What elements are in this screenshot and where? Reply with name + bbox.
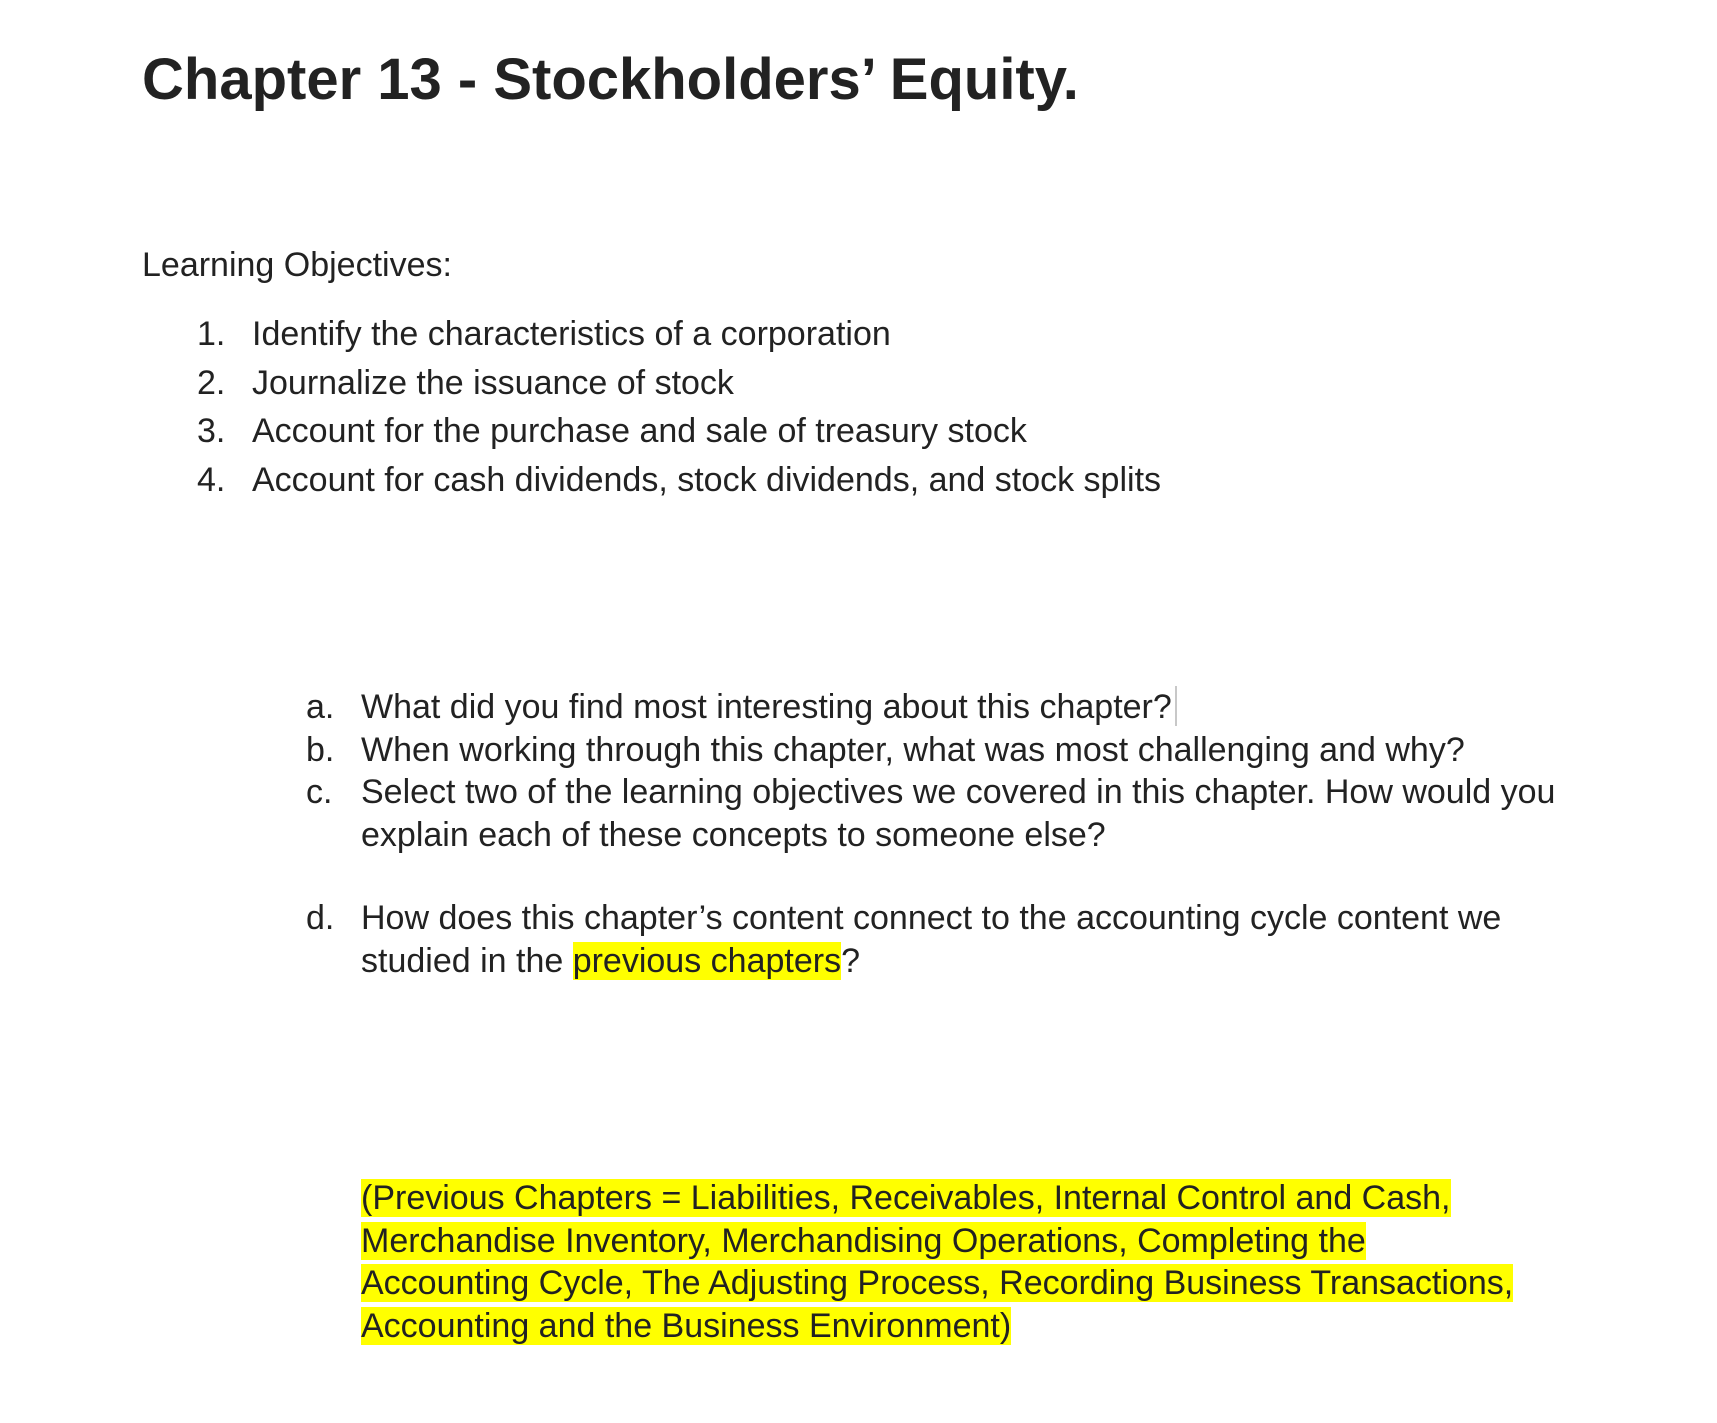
questions-list	[300, 686, 1560, 982]
objective-number: 4.	[197, 460, 226, 499]
question-text: How does this chapter’s content connect to the accounting cycle content we studied in the	[361, 899, 1502, 980]
question-letter: a.	[306, 688, 335, 726]
highlighted-text: (Previous Chapters = Liabilities, Receivables, Internal Control and Cash, Merchandise Inventory, Merchandising Operations, Completing the Accounting Cycle, The Adjusting Process, Recording Business Transactions, Accounting and the Business Environment)	[361, 1179, 1514, 1345]
objective-item	[142, 310, 1161, 359]
question-letter: c.	[306, 773, 333, 811]
objective-number: 3.	[197, 412, 226, 450]
highlighted-text: previous chapters	[572, 941, 842, 980]
objective-item	[142, 407, 1161, 456]
objectives-label: Learning Objectives:	[142, 246, 452, 284]
question-item-a	[300, 686, 1560, 729]
objective-text: Account for cash dividends, stock dividends, and stock splits	[252, 460, 1162, 499]
objective-item	[142, 456, 1161, 505]
text-cursor	[1175, 686, 1177, 726]
objective-number: 1.	[197, 315, 226, 353]
objective-item	[142, 359, 1161, 408]
objective-text: Journalize the issuance of stock	[252, 363, 734, 402]
question-item-d	[300, 897, 1560, 982]
previous-chapters-note	[361, 1177, 1521, 1347]
question-text-end: ?	[841, 941, 860, 980]
objective-text: Identify the characteristics of a corporation	[252, 315, 891, 353]
question-text: What did you find most interesting about this chapter?	[361, 688, 1172, 726]
question-item-c	[300, 771, 1560, 856]
question-letter: b.	[306, 730, 335, 769]
page-title: Chapter 13 - Stockholders’ Equity.	[142, 47, 1079, 112]
question-text: Select two of the learning objectives we covered in this chapter. How would you explain each of these concepts to someone else?	[361, 773, 1556, 854]
question-item-b	[300, 729, 1560, 772]
objective-number: 2.	[197, 363, 226, 402]
question-text: When working through this chapter, what was most challenging and why?	[361, 730, 1465, 769]
objective-text: Account for the purchase and sale of treasury stock	[252, 412, 1027, 450]
objectives-list	[142, 310, 1161, 504]
question-letter: d.	[306, 899, 335, 937]
